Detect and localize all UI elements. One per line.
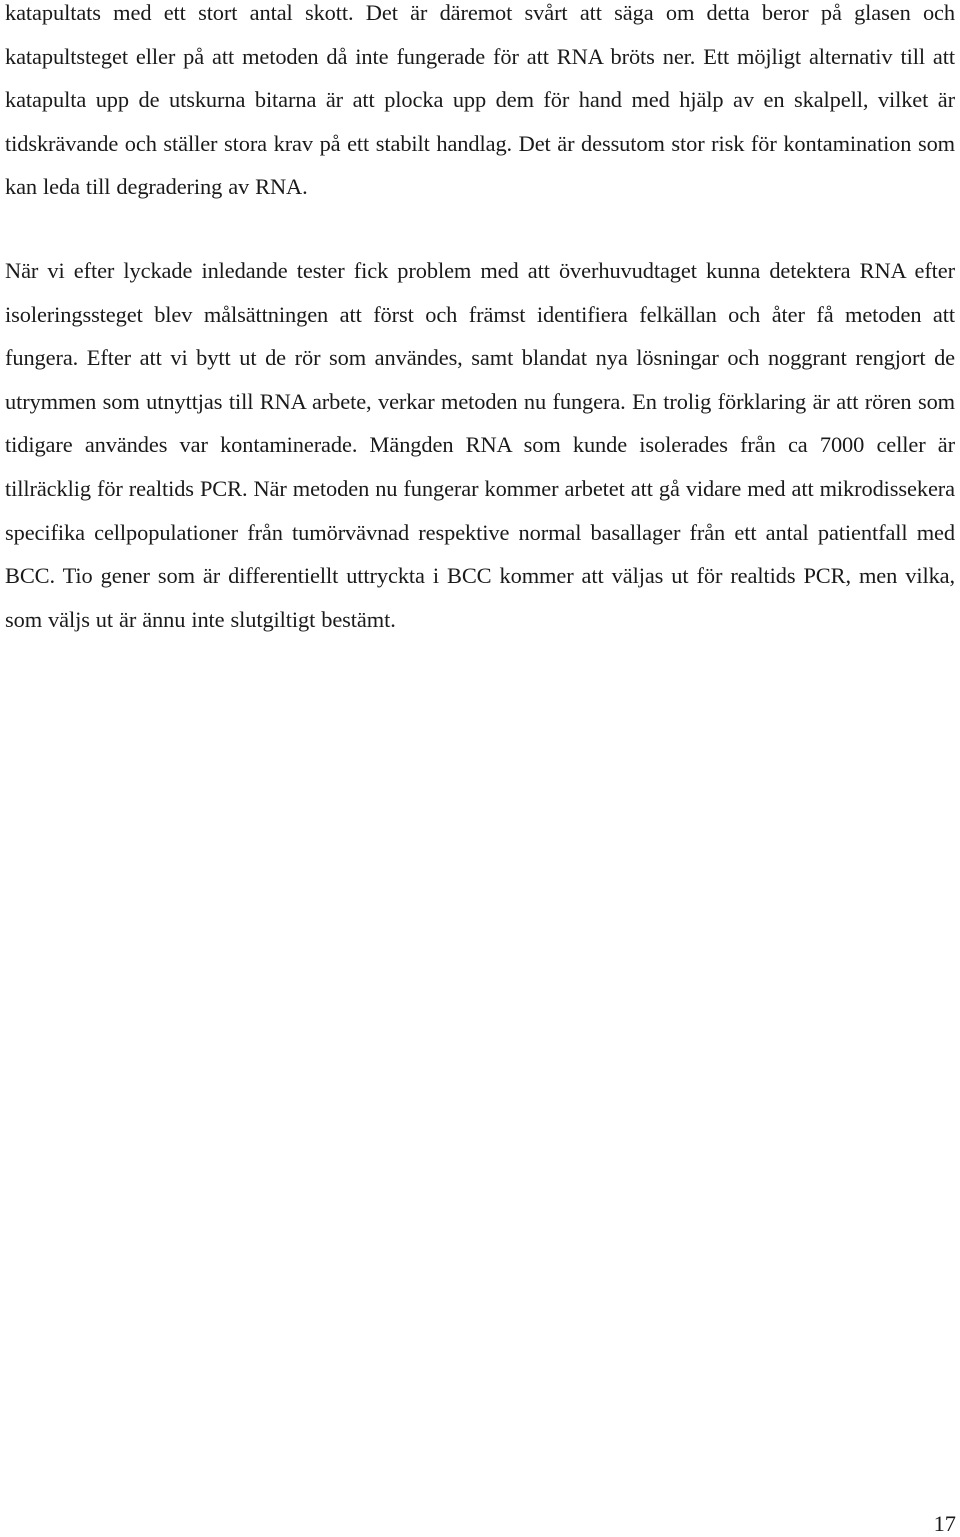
page-number: 17 [933, 1511, 956, 1536]
body-paragraph-2: När vi efter lyckade inledande tester fick problem med att överhuvudtaget kunna detektera RNA efter isoleringssteget blev målsättningen att först och främst identifiera felkällan och åter få metoden att fungera. Efter att vi bytt ut de rör som användes, samt blandat nya lösningar och noggrant rengjort de utrymmen som utnyttjas till RNA arbete, verkar metoden nu fungera. En trolig förklaring är att rören som tidigare användes var kontaminerade. Mängden RNA som kunde isolerades från ca 7000 celler är tillräcklig för realtids PCR. När metoden nu fungerar kommer arbetet att gå vidare med att mikrodissekera specifika cellpopulationer från tumörvävnad respektive normal basallager från ett antal patientfall med BCC. Tio gener som är differentiellt uttryckta i BCC kommer att väljas ut för realtids PCR, men vilka, som väljs ut är ännu inte slutgiltigt bestämt. [5, 258, 955, 632]
body-paragraph-1: katapultats med ett stort antal skott. Det är däremot svårt att säga om detta beror på glasen och katapultsteget eller på att metoden då inte fungerade för att RNA bröts ner. Ett möjligt alternativ till att katapulta upp de utskurna bitarna är att plocka upp dem för hand med hjälp av en skalpell, vilket är tidskrävande och ställer stora krav på ett stabilt handlag. Det är dessutom stor risk för kontamination som kan leda till degradering av RNA. [5, 0, 955, 200]
